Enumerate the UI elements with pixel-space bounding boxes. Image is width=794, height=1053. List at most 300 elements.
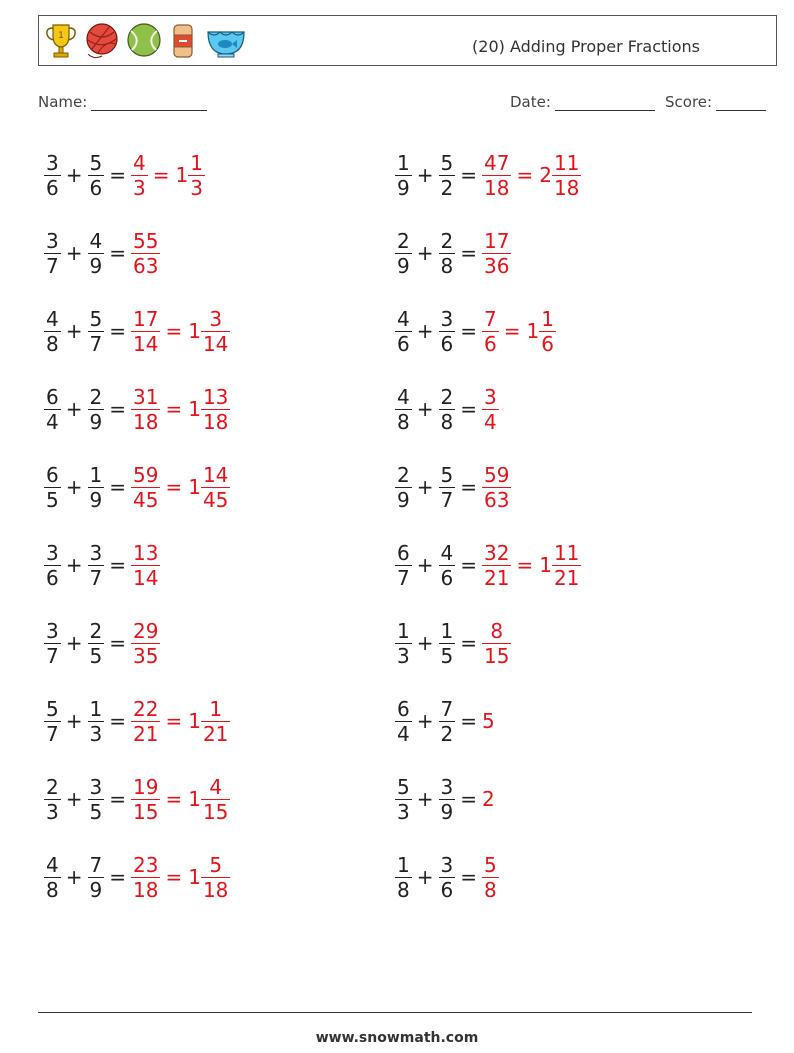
date-line[interactable] [555, 94, 655, 111]
numerator: 6 [397, 696, 410, 721]
problem-row [395, 844, 499, 910]
svg-text:1: 1 [58, 31, 64, 41]
score-field[interactable] [665, 93, 766, 111]
plus-sign: + [65, 319, 83, 343]
numerator: 1 [397, 852, 410, 877]
fraction [88, 540, 105, 590]
mixed-fraction [552, 150, 581, 200]
equals-sign: = [460, 319, 477, 343]
equals-sign: = [109, 553, 126, 577]
answer-fraction [482, 150, 511, 200]
numerator: 5 [89, 150, 103, 175]
fraction [439, 150, 456, 200]
denominator: 15 [202, 799, 229, 824]
problem-row [395, 376, 499, 442]
equals-sign: = [460, 787, 477, 811]
problem-row [44, 454, 230, 520]
equals-sign: = [460, 241, 477, 265]
denominator: 8 [397, 877, 410, 902]
numerator: 3 [89, 774, 103, 799]
numerator: 1 [89, 696, 103, 721]
plus-sign: + [65, 709, 83, 733]
fraction [44, 228, 61, 278]
denominator: 35 [133, 643, 159, 668]
fraction [439, 462, 456, 512]
fraction [395, 462, 412, 512]
problem-row [395, 610, 511, 676]
denominator: 6 [541, 331, 554, 356]
numerator: 3 [484, 384, 497, 409]
mixed-fraction [539, 306, 556, 356]
mixed-whole: 1 [188, 709, 201, 733]
denominator: 4 [46, 409, 59, 434]
fraction [44, 306, 61, 356]
numerator: 22 [133, 696, 159, 721]
fraction [395, 384, 412, 434]
problem-row [44, 688, 230, 754]
numerator: 4 [397, 306, 410, 331]
numerator: 3 [440, 774, 454, 799]
fraction [395, 306, 412, 356]
denominator: 18 [202, 409, 229, 434]
mixed-fraction [201, 384, 230, 434]
bandage-icon [168, 22, 198, 60]
score-line[interactable] [716, 94, 766, 111]
footer-divider [38, 1012, 752, 1013]
fraction [44, 540, 61, 590]
numerator: 5 [89, 306, 103, 331]
numerator: 4 [89, 228, 103, 253]
denominator: 45 [202, 487, 229, 512]
numerator: 2 [46, 774, 59, 799]
fraction [439, 852, 456, 902]
numerator: 1 [397, 618, 410, 643]
denominator: 5 [440, 643, 454, 668]
numerator: 11 [553, 540, 580, 565]
numerator: 5 [484, 852, 497, 877]
denominator: 6 [46, 175, 59, 200]
numerator: 5 [397, 774, 410, 799]
denominator: 8 [46, 331, 59, 356]
denominator: 7 [89, 565, 103, 590]
denominator: 36 [484, 253, 510, 278]
numerator: 3 [89, 540, 103, 565]
denominator: 21 [484, 565, 510, 590]
numerator: 4 [440, 540, 454, 565]
equals-sign: = [109, 319, 126, 343]
fraction [88, 852, 105, 902]
problem-row [395, 454, 511, 520]
numerator: 1 [89, 462, 103, 487]
equals-sign: = [109, 865, 126, 889]
mixed-fraction [201, 462, 230, 512]
denominator: 8 [440, 253, 454, 278]
answer-fraction [131, 306, 160, 356]
mixed-whole: 2 [539, 163, 552, 187]
problem-row [395, 766, 495, 832]
numerator: 6 [397, 540, 410, 565]
problem-row [44, 610, 160, 676]
answer-fraction [131, 852, 160, 902]
denominator: 18 [484, 175, 510, 200]
denominator: 9 [89, 409, 103, 434]
numerator: 1 [541, 306, 554, 331]
answer-whole: 2 [482, 787, 495, 811]
answer-fraction [482, 228, 511, 278]
denominator: 45 [133, 487, 159, 512]
mixed-fraction [201, 696, 230, 746]
numerator: 7 [89, 852, 103, 877]
fraction [88, 618, 105, 668]
fraction [88, 696, 105, 746]
numerator: 5 [440, 462, 454, 487]
problem-row [395, 142, 581, 208]
numerator: 2 [89, 618, 103, 643]
answer-fraction [482, 618, 511, 668]
plus-sign: + [416, 787, 434, 811]
problem-row [395, 298, 556, 364]
denominator: 9 [89, 253, 103, 278]
fraction [44, 462, 61, 512]
fraction [88, 462, 105, 512]
answer-fraction [131, 462, 160, 512]
numerator: 17 [133, 306, 159, 331]
numerator: 8 [490, 618, 504, 643]
problem-row [395, 532, 581, 598]
equals-sign: = [460, 631, 477, 655]
equals-sign: = [109, 709, 126, 733]
fraction [395, 852, 412, 902]
answer-whole: 5 [482, 709, 495, 733]
fraction [439, 618, 456, 668]
numerator: 23 [133, 852, 159, 877]
numerator: 47 [484, 150, 510, 175]
equals-sign: = [152, 163, 170, 187]
denominator: 3 [133, 175, 146, 200]
mixed-whole: 1 [188, 865, 201, 889]
equals-sign: = [516, 553, 534, 577]
mixed-whole: 1 [188, 397, 201, 421]
score-label: Score: [665, 93, 713, 111]
answer-fraction [131, 228, 160, 278]
fraction [395, 540, 412, 590]
denominator: 3 [89, 721, 103, 746]
fraction [88, 306, 105, 356]
denominator: 18 [202, 877, 229, 902]
equals-sign: = [460, 709, 477, 733]
plus-sign: + [416, 241, 434, 265]
denominator: 21 [202, 721, 229, 746]
denominator: 6 [440, 877, 454, 902]
mixed-whole: 1 [175, 163, 189, 187]
denominator: 2 [440, 721, 454, 746]
plus-sign: + [416, 631, 434, 655]
answer-fraction [482, 306, 499, 356]
denominator: 18 [133, 877, 159, 902]
problem-row [44, 532, 160, 598]
numerator: 1 [440, 618, 454, 643]
denominator: 18 [133, 409, 159, 434]
problem-row [44, 766, 230, 832]
denominator: 7 [89, 331, 103, 356]
equals-sign: = [109, 787, 126, 811]
equals-sign: = [503, 319, 521, 343]
denominator: 5 [46, 487, 59, 512]
equals-sign: = [460, 475, 477, 499]
numerator: 4 [133, 150, 146, 175]
problem-row [44, 142, 205, 208]
tennis-ball-icon [126, 22, 162, 60]
equals-sign: = [165, 787, 183, 811]
fraction [395, 228, 412, 278]
denominator: 2 [440, 175, 454, 200]
denominator: 6 [397, 331, 410, 356]
name-field[interactable] [38, 93, 207, 111]
fraction [44, 150, 61, 200]
numerator: 7 [440, 696, 454, 721]
equals-sign: = [460, 553, 477, 577]
answer-fraction [482, 852, 499, 902]
answer-fraction [482, 462, 511, 512]
numerator: 2 [440, 384, 454, 409]
denominator: 5 [89, 799, 103, 824]
denominator: 21 [133, 721, 159, 746]
answer-fraction [131, 384, 160, 434]
fraction [395, 618, 412, 668]
denominator: 3 [46, 799, 59, 824]
denominator: 7 [397, 565, 410, 590]
problem-row [395, 220, 511, 286]
numerator: 3 [46, 228, 59, 253]
fraction [88, 384, 105, 434]
denominator: 4 [484, 409, 497, 434]
equals-sign: = [109, 397, 126, 421]
numerator: 2 [397, 462, 410, 487]
denominator: 7 [46, 253, 59, 278]
numerator: 6 [46, 384, 59, 409]
numerator: 13 [133, 540, 159, 565]
mixed-fraction [201, 774, 230, 824]
equals-sign: = [165, 319, 183, 343]
yarn-ball-icon [84, 22, 120, 60]
problem-row [44, 376, 230, 442]
numerator: 2 [89, 384, 103, 409]
denominator: 21 [553, 565, 580, 590]
fraction [439, 228, 456, 278]
denominator: 8 [484, 877, 497, 902]
mixed-fraction [188, 150, 205, 200]
numerator: 5 [209, 852, 223, 877]
equals-sign: = [165, 709, 183, 733]
numerator: 59 [133, 462, 159, 487]
fraction [439, 774, 456, 824]
answer-fraction [131, 696, 160, 746]
plus-sign: + [65, 241, 83, 265]
equals-sign: = [460, 865, 477, 889]
denominator: 9 [89, 487, 103, 512]
denominator: 9 [397, 175, 410, 200]
numerator: 4 [46, 306, 59, 331]
numerator: 29 [133, 618, 159, 643]
date-field[interactable] [510, 93, 655, 111]
plus-sign: + [65, 397, 83, 421]
answer-fraction [131, 774, 160, 824]
numerator: 5 [46, 696, 59, 721]
worksheet-header [38, 15, 777, 66]
denominator: 6 [484, 331, 497, 356]
fraction [439, 384, 456, 434]
equals-sign: = [460, 163, 477, 187]
numerator: 11 [553, 150, 580, 175]
plus-sign: + [416, 475, 434, 499]
fish-bowl-icon [204, 22, 248, 60]
mixed-fraction [201, 852, 230, 902]
denominator: 8 [440, 409, 454, 434]
numerator: 19 [133, 774, 159, 799]
numerator: 4 [397, 384, 410, 409]
name-line[interactable] [91, 94, 207, 111]
numerator: 5 [440, 150, 454, 175]
denominator: 3 [397, 799, 410, 824]
equals-sign: = [109, 631, 126, 655]
equals-sign: = [109, 475, 126, 499]
numerator: 3 [46, 618, 59, 643]
problem-row [44, 844, 230, 910]
denominator: 14 [202, 331, 229, 356]
plus-sign: + [416, 319, 434, 343]
denominator: 7 [46, 721, 59, 746]
mixed-fraction [552, 540, 581, 590]
numerator: 2 [397, 228, 410, 253]
worksheet-title: (20) Adding Proper Fractions [472, 37, 700, 56]
plus-sign: + [416, 865, 434, 889]
denominator: 6 [46, 565, 59, 590]
denominator: 7 [46, 643, 59, 668]
numerator: 6 [46, 462, 59, 487]
numerator: 1 [397, 150, 410, 175]
fraction [88, 150, 105, 200]
date-label: Date: [510, 93, 551, 111]
plus-sign: + [65, 865, 83, 889]
numerator: 13 [202, 384, 229, 409]
denominator: 3 [397, 643, 410, 668]
fraction [88, 774, 105, 824]
numerator: 17 [484, 228, 510, 253]
numerator: 2 [440, 228, 454, 253]
numerator: 4 [209, 774, 223, 799]
denominator: 14 [133, 331, 159, 356]
denominator: 7 [440, 487, 454, 512]
fraction [44, 618, 61, 668]
equals-sign: = [165, 397, 183, 421]
denominator: 8 [46, 877, 59, 902]
mixed-whole: 1 [188, 319, 201, 343]
footer-site: www.snowmath.com [315, 1030, 479, 1046]
answer-fraction [131, 150, 148, 200]
mixed-whole: 1 [188, 475, 201, 499]
denominator: 15 [133, 799, 159, 824]
numerator: 1 [209, 696, 223, 721]
denominator: 9 [89, 877, 103, 902]
fraction [439, 306, 456, 356]
denominator: 15 [484, 643, 510, 668]
plus-sign: + [416, 553, 434, 577]
numerator: 3 [46, 150, 59, 175]
denominator: 5 [89, 643, 103, 668]
trophy-icon [44, 22, 78, 60]
denominator: 9 [440, 799, 454, 824]
denominator: 63 [133, 253, 159, 278]
mixed-whole: 1 [539, 553, 552, 577]
plus-sign: + [65, 787, 83, 811]
equals-sign: = [109, 241, 126, 265]
equals-sign: = [109, 163, 126, 187]
mixed-fraction [201, 306, 230, 356]
fraction [44, 384, 61, 434]
denominator: 18 [553, 175, 580, 200]
answer-fraction [131, 618, 160, 668]
fraction [395, 150, 412, 200]
denominator: 6 [440, 331, 454, 356]
denominator: 14 [133, 565, 159, 590]
plus-sign: + [65, 553, 83, 577]
numerator: 7 [484, 306, 497, 331]
problem-row [44, 220, 160, 286]
answer-fraction [482, 384, 499, 434]
numerator: 4 [46, 852, 59, 877]
numerator: 31 [133, 384, 159, 409]
numerator: 14 [202, 462, 229, 487]
equals-sign: = [460, 397, 477, 421]
fraction [44, 774, 61, 824]
plus-sign: + [65, 163, 83, 187]
fraction [395, 696, 412, 746]
problem-row [44, 298, 230, 364]
numerator: 55 [133, 228, 159, 253]
fraction [439, 696, 456, 746]
fraction [44, 852, 61, 902]
fraction [439, 540, 456, 590]
numerator: 3 [440, 852, 454, 877]
denominator: 9 [397, 253, 410, 278]
numerator: 59 [484, 462, 510, 487]
name-label: Name: [38, 93, 88, 111]
equals-sign: = [165, 865, 183, 889]
numerator: 3 [440, 306, 454, 331]
plus-sign: + [65, 631, 83, 655]
numerator: 3 [46, 540, 59, 565]
mixed-whole: 1 [526, 319, 540, 343]
numerator: 3 [209, 306, 223, 331]
plus-sign: + [416, 709, 434, 733]
fraction [395, 774, 412, 824]
denominator: 8 [397, 409, 410, 434]
fraction [44, 696, 61, 746]
problem-row [395, 688, 495, 754]
equals-sign: = [516, 163, 534, 187]
denominator: 3 [190, 175, 203, 200]
denominator: 6 [440, 565, 454, 590]
denominator: 63 [484, 487, 510, 512]
plus-sign: + [416, 163, 434, 187]
mixed-whole: 1 [188, 787, 201, 811]
denominator: 6 [89, 175, 103, 200]
plus-sign: + [65, 475, 83, 499]
answer-fraction [131, 540, 160, 590]
numerator: 1 [190, 150, 203, 175]
denominator: 9 [397, 487, 410, 512]
header-icons [44, 22, 248, 60]
